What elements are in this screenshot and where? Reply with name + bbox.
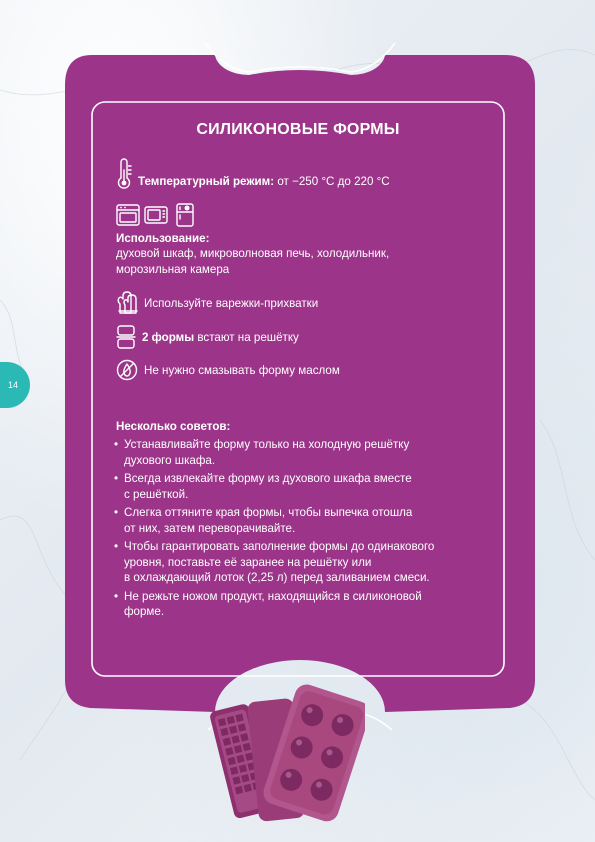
- page-title: СИЛИКОНОВЫЕ ФОРМЫ: [196, 121, 400, 138]
- microwave-icon: [144, 204, 168, 226]
- rack-text: встают на решётку: [194, 330, 299, 344]
- oven-mitt-icon: [116, 291, 138, 315]
- tip-item: • Не режьте ножом продукт, находящийся в силиконовой форме.: [114, 589, 422, 618]
- temperature-label: Температурный режим:: [138, 174, 275, 188]
- tip-item: • Слегка оттяните края формы, чтобы выпечка отошла от них, затем переворачивайте.: [114, 506, 413, 535]
- temperature-value: от −250 °C до 220 °C: [274, 174, 390, 188]
- usage-text: духовой шкаф, микроволновая печь, холодильник, морозильная камера: [116, 247, 390, 276]
- appliance-icons: [116, 203, 194, 227]
- rack-bold-text: 2 формы: [142, 330, 195, 344]
- fridge-icon: [176, 203, 194, 227]
- tips-heading: Несколько советов:: [116, 420, 231, 433]
- tip-item: • Всегда извлекайте форму из духового шкафа вместе с решёткой.: [114, 472, 412, 501]
- thermometer-icon: [116, 158, 132, 190]
- tip-item: • Чтобы гарантировать заполнение формы до одинакового уровня, поставьте её заранее на решётку или в охлаждающий лоток (2,25 л) перед заливанием смеси.: [114, 540, 435, 584]
- mitts-text: Используйте варежки-прихватки: [144, 296, 319, 310]
- no-oil-icon: [116, 359, 138, 381]
- usage-heading: Использование:: [116, 232, 210, 245]
- temperature-row: [116, 158, 390, 190]
- stacked-molds-icon: [116, 324, 136, 350]
- grease-row: [116, 359, 340, 381]
- silicone-molds-illustration: [205, 670, 365, 830]
- oven-icon: [116, 204, 140, 226]
- rack-row: [116, 324, 299, 350]
- tips-list: [114, 437, 484, 623]
- mitts-row: [116, 291, 318, 315]
- page-number: 14: [7, 380, 18, 390]
- grease-text: Не нужно смазывать форму маслом: [144, 363, 340, 377]
- tip-item: • Устанавливайте форму только на холодную решётку духового шкафа.: [114, 438, 410, 467]
